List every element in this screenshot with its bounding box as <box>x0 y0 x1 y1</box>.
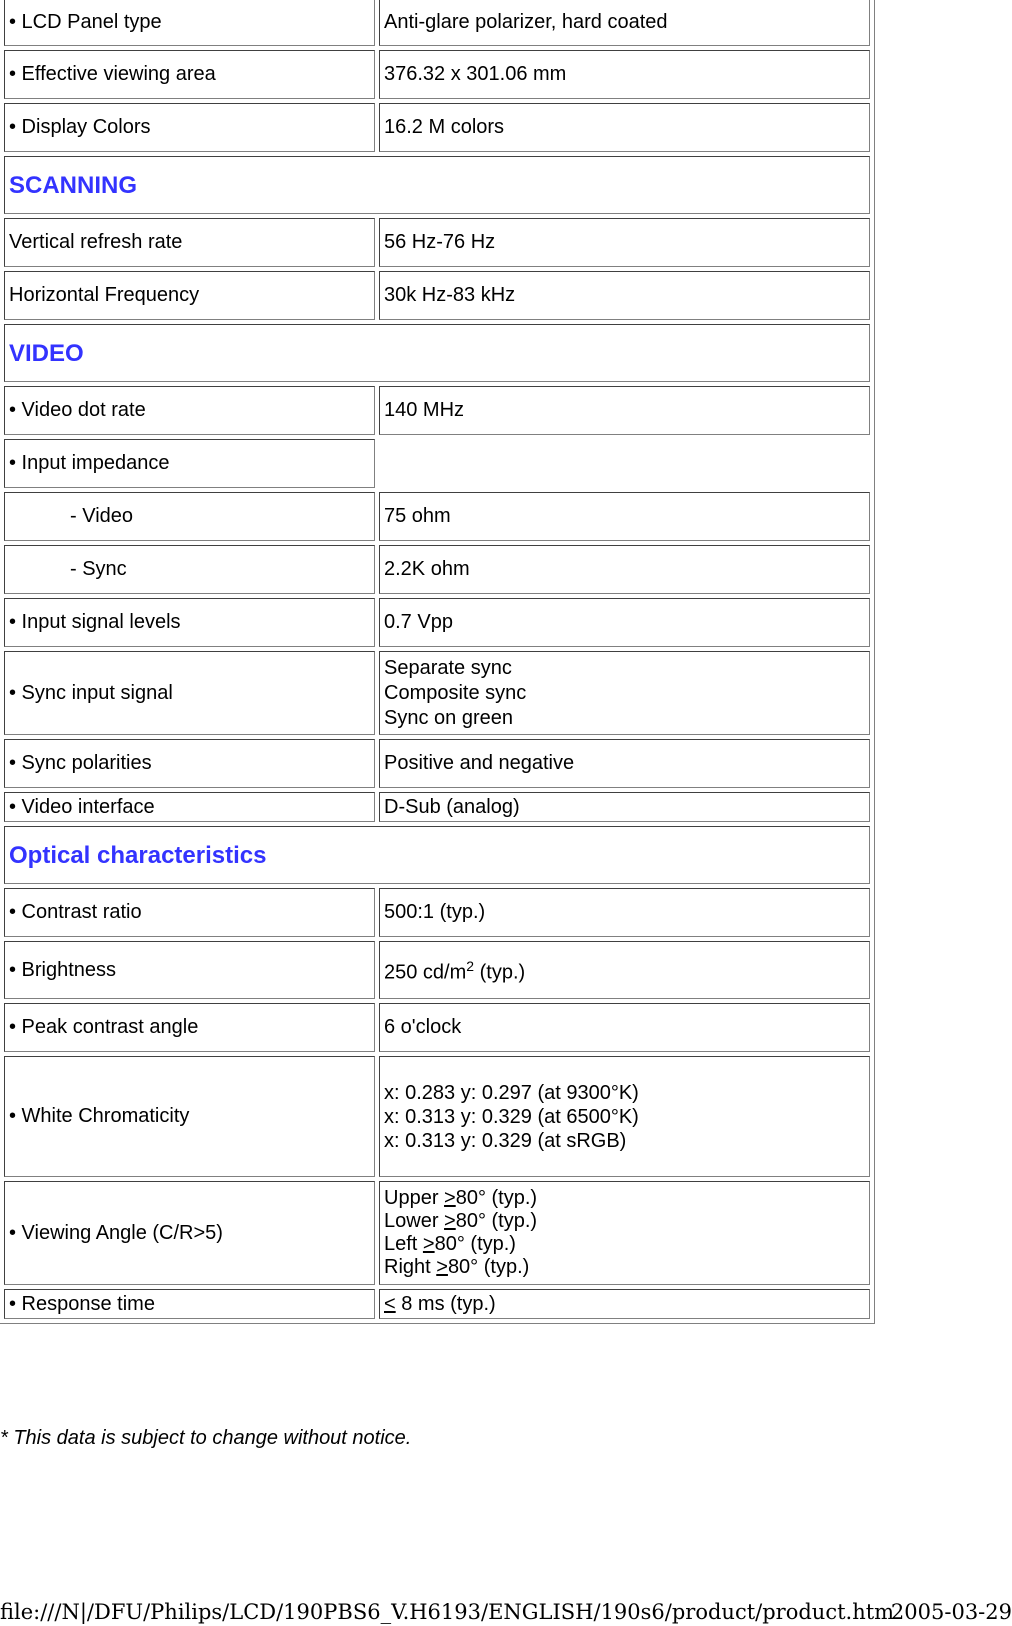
section-row-video <box>4 324 870 382</box>
spec-row-sync-input-signal <box>4 651 870 735</box>
section-row-scanning <box>4 156 870 214</box>
spec-value <box>379 1181 870 1285</box>
spec-value: 30k Hz-83 kHz <box>379 271 870 320</box>
spec-value <box>379 651 870 735</box>
spec-label: • Sync input signal <box>4 651 375 735</box>
spec-value-line: x: 0.313 y: 0.329 (at sRGB) <box>384 1129 627 1152</box>
spec-label: Horizontal Frequency <box>4 271 375 320</box>
spec-value-line: x: 0.283 y: 0.297 (at 9300°K) <box>384 1081 639 1104</box>
spec-value: D-Sub (analog) <box>379 792 870 822</box>
spec-label: • Peak contrast angle <box>4 1003 375 1052</box>
brightness-superscript: 2 <box>466 958 475 975</box>
spec-row-vertical-refresh <box>4 218 870 267</box>
footer-file-path: file:///N|/DFU/Philips/LCD/190PBS6_V.H6193/ENGLISH/190s6/product/product.htm <box>0 1600 895 1624</box>
disclaimer-note: * This data is subject to change without notice. <box>0 1427 412 1449</box>
spec-row-lcd-panel-type <box>4 0 870 46</box>
spec-label: • Contrast ratio <box>4 888 375 937</box>
spec-value: 6 o'clock <box>379 1003 870 1052</box>
spec-value: 2.2K ohm <box>379 545 870 594</box>
spec-value: 140 MHz <box>379 386 870 435</box>
spec-label: Vertical refresh rate <box>4 218 375 267</box>
viewing-angle-left: Left >80° (typ.) <box>384 1233 516 1255</box>
section-heading-scanning: SCANNING <box>4 156 870 214</box>
brightness-suffix: (typ.) <box>474 961 526 984</box>
spec-label: • Effective viewing area <box>4 50 375 99</box>
spec-row-video-interface <box>4 792 870 822</box>
spec-label: • Brightness <box>4 941 375 999</box>
spec-row-brightness <box>4 941 870 999</box>
section-row-optical <box>4 826 870 884</box>
spec-row-horizontal-frequency <box>4 271 870 320</box>
spec-value-line: Sync on green <box>384 706 513 729</box>
section-heading-optical: Optical characteristics <box>4 826 870 884</box>
spec-row-input-signal-levels <box>4 598 870 647</box>
spec-row-sync-polarities <box>4 739 870 788</box>
spec-label: • LCD Panel type <box>4 0 375 46</box>
footer-date: 2005-03-29 <box>890 1600 1012 1624</box>
spec-row-video-dot-rate <box>4 386 870 435</box>
spec-label: - Sync <box>4 545 375 594</box>
spec-label: • Input impedance <box>4 439 375 488</box>
spec-value: 75 ohm <box>379 492 870 541</box>
spec-row-white-chromaticity <box>4 1056 870 1177</box>
spec-value-line: x: 0.313 y: 0.329 (at 6500°K) <box>384 1105 639 1128</box>
spec-row-impedance-sync <box>4 545 870 594</box>
spec-value-empty <box>379 439 870 488</box>
spec-value: Anti-glare polarizer, hard coated <box>379 0 870 46</box>
spec-row-display-colors <box>4 103 870 152</box>
spec-label: • Input signal levels <box>4 598 375 647</box>
viewing-angle-upper: Upper >80° (typ.) <box>384 1187 538 1209</box>
brightness-value: 250 cd/m <box>384 961 467 984</box>
spec-label: • Viewing Angle (C/R>5) <box>4 1181 375 1285</box>
spec-value-line: Separate sync <box>384 656 512 679</box>
spec-value: Positive and negative <box>379 739 870 788</box>
spec-value: 376.32 x 301.06 mm <box>379 50 870 99</box>
section-heading-video: VIDEO <box>4 324 870 382</box>
spec-row-input-impedance <box>4 439 870 488</box>
spec-row-viewing-area <box>4 50 870 99</box>
response-time-symbol: < <box>384 1292 396 1315</box>
spec-label: • White Chromaticity <box>4 1056 375 1177</box>
spec-label: • Response time <box>4 1289 375 1319</box>
spec-value <box>379 1056 870 1177</box>
spec-value <box>379 1289 870 1319</box>
spec-value <box>379 941 870 999</box>
response-time-value: 8 ms (typ.) <box>395 1292 496 1315</box>
spec-row-viewing-angle <box>4 1181 870 1285</box>
spec-value-line: Composite sync <box>384 681 527 704</box>
spec-label: • Sync polarities <box>4 739 375 788</box>
viewing-angle-right: Right >80° (typ.) <box>384 1256 530 1278</box>
spec-value: 500:1 (typ.) <box>379 888 870 937</box>
spec-value: 56 Hz-76 Hz <box>379 218 870 267</box>
spec-row-peak-contrast-angle <box>4 1003 870 1052</box>
spec-label: - Video <box>4 492 375 541</box>
spec-row-contrast-ratio <box>4 888 870 937</box>
spec-label: • Video interface <box>4 792 375 822</box>
spec-row-response-time <box>4 1289 870 1319</box>
viewing-angle-lower: Lower >80° (typ.) <box>384 1210 538 1232</box>
spec-value: 0.7 Vpp <box>379 598 870 647</box>
spec-row-impedance-video <box>4 492 870 541</box>
spec-label: • Video dot rate <box>4 386 375 435</box>
spec-value: 16.2 M colors <box>379 103 870 152</box>
spec-label: • Display Colors <box>4 103 375 152</box>
